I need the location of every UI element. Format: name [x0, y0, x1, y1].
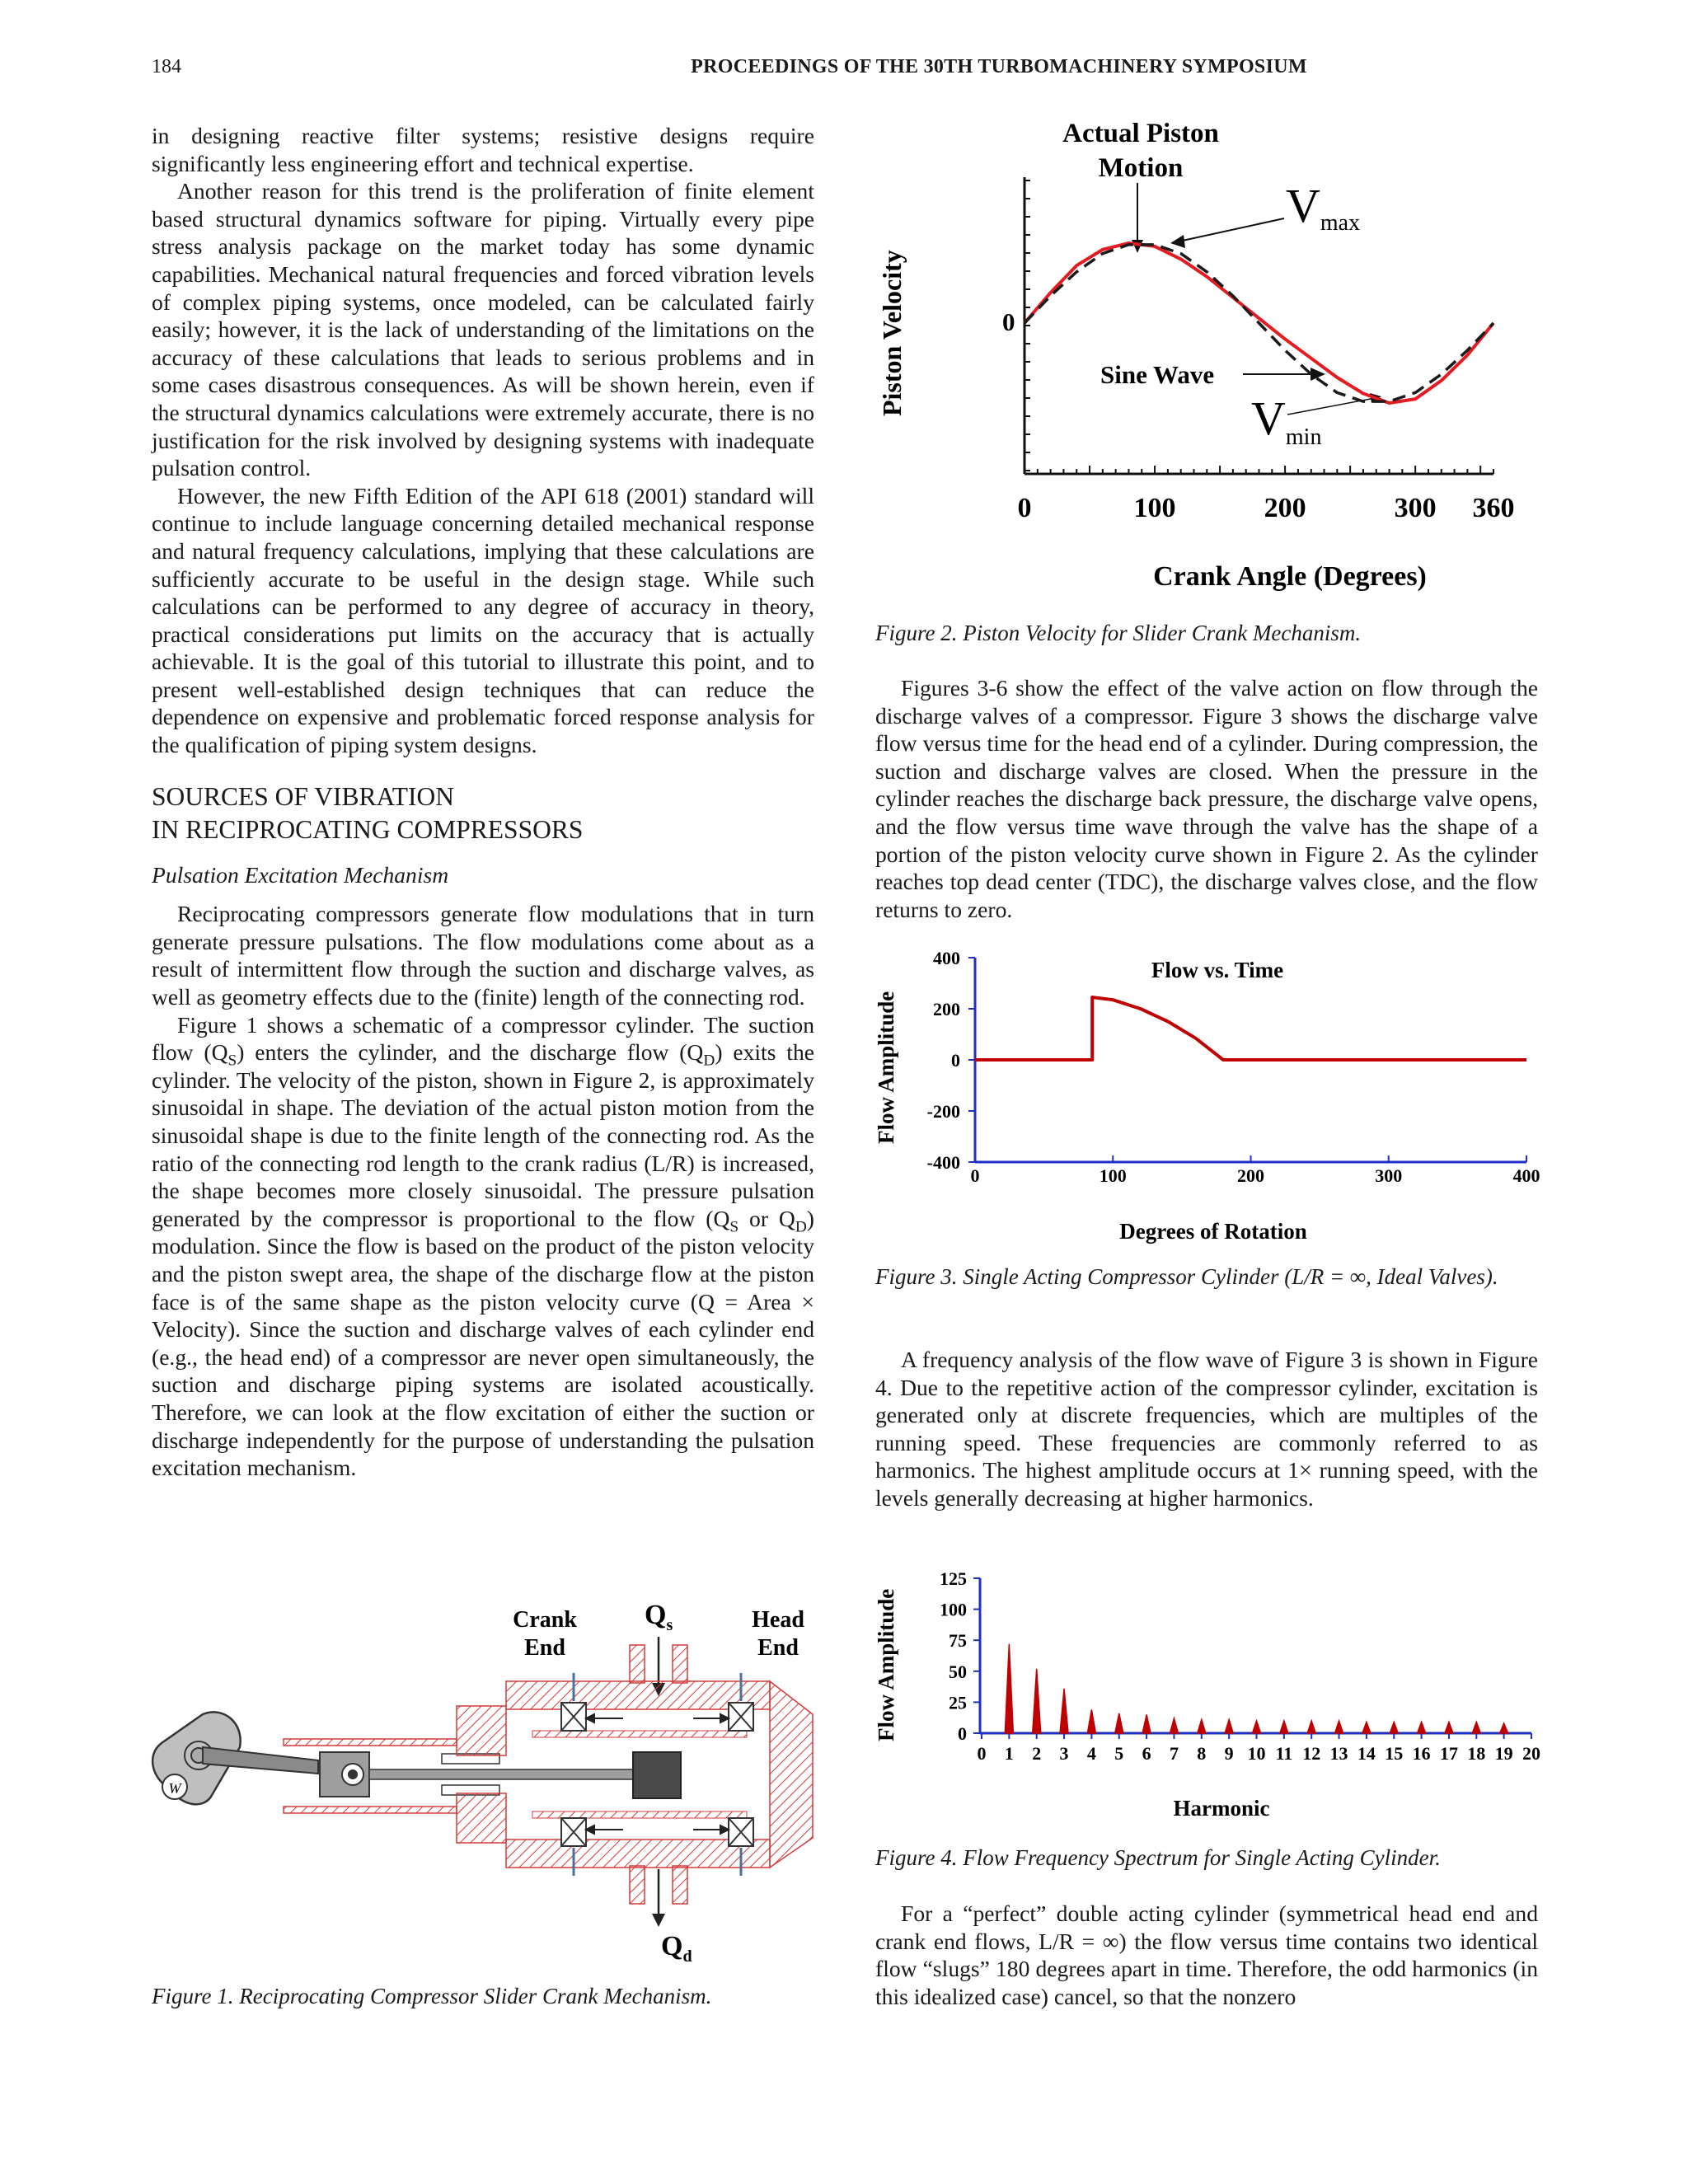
fig4-x-tick-label: 11: [1275, 1743, 1293, 1764]
fig4-harmonic-bar: [1253, 1721, 1261, 1733]
fig4-harmonic-bar: [1170, 1718, 1178, 1733]
running-header: PROCEEDINGS OF THE 30TH TURBOMACHINERY SYMPOSIUM: [691, 56, 1307, 77]
right-column-block-2: [875, 1346, 1538, 1512]
fig2-zero-label: 0: [1002, 307, 1015, 336]
fig4-harmonic-bar: [1418, 1722, 1426, 1733]
paragraph: Another reason for this trend is the proliferation of finite element based structural dynamics software for piping. Virtually every pipe stress analysis package on the market today has some dynamic capabilities. Mechanical natural frequencies and forced vibration levels of complex piping systems, once modeled, can be calculated fairly easily; however, it is the lack of understanding of the limitations on the accuracy of these calculations that leads to serious problems and in some cases disastrous consequences. As will be shown herein, even if the structural dynamics calculations were extremely accurate, there is no justification for the risk involved by designing systems with inadequate pulsation control.: [152, 178, 814, 481]
head-end-label: Head: [752, 1607, 804, 1633]
fig4-x-tick-label: 8: [1197, 1743, 1207, 1764]
fig4-y-tick-label: 25: [949, 1692, 967, 1713]
fig3-x-tick-label: 0: [970, 1165, 980, 1186]
fig2-title-line2: Motion: [1098, 153, 1184, 183]
figure3-caption: Figure 3. Single Acting Compressor Cylinder (L/R = ∞, Ideal Valves).: [875, 1264, 1498, 1289]
fig4-x-tick-label: 15: [1385, 1743, 1404, 1764]
fig4-harmonic-bar: [1307, 1721, 1315, 1733]
fig4-x-tick-label: 7: [1169, 1743, 1179, 1764]
paragraph: Figures 3-6 show the effect of the valve action on flow through the discharge valves of a compressor. Figure 3 shows the discharge valve flow versus time for the head end of a cylinder. During compression, the suction and discharge valves are closed. When the pressure in the cylinder reaches the discharge back pressure, the discharge valve opens, and the flow versus time wave through the valve has the shape of a portion of the piston velocity curve shown in Figure 2. As the cylinder reaches top dead center (TDC), the discharge valves close, and the flow returns to zero.: [875, 675, 1538, 922]
fig4-harmonic-bar: [1390, 1722, 1398, 1733]
fig4-x-tick-label: 2: [1032, 1743, 1042, 1764]
fig4-harmonic-bar: [1060, 1689, 1068, 1733]
fig4-x-tick-label: 6: [1142, 1743, 1151, 1764]
crank-end-label: Crank: [513, 1607, 577, 1633]
fig4-x-tick-label: 10: [1247, 1743, 1266, 1764]
fig4-harmonic-bar: [1033, 1669, 1041, 1733]
paragraph: Figure 1 shows a schematic of a compressor cylinder. The suction flow $(Q_S)$ enters the cylinder, and the discharge flow $(Q_D)$ exits the cylinder. The velocity of the piston, shown in Figure 2, is approximately sinusoidal in shape. The deviation of the actual piston motion from the sinusoidal shape is due to the finite length of the connecting rod. As the ratio of the connecting rod length to the crank radius (L/R) is increased, the shape becomes more closely sinusoidal. The pressure pulsation generated by the compressor is proportional to the flow ($Q_S$ or $Q_D$) modulation. Since the flow is based on the product of the piston velocity and the piston swept area, the shape of the discharge flow at the piston face is of the same shape as the piston velocity curve (Q = Area × Velocity). Since the suction and discharge valves of each cylinder end (e.g., the head end) of a compressor are never open simultaneously, the suction and discharge piping systems are isolated acoustically. Therefore, we can look at the flow excitation of either the suction or discharge independently for the purpose of understanding the pulsation excitation mechanism.: [152, 1011, 814, 1481]
section-heading: SOURCES OF VIBRATION IN RECIPROCATING COMPRESSORS: [152, 781, 584, 844]
fig4-x-tick-label: 16: [1412, 1743, 1431, 1764]
fig4-harmonic-bar: [1087, 1709, 1095, 1733]
fig4-x-tick-label: 19: [1494, 1743, 1513, 1764]
fig3-y-tick-label: 200: [933, 999, 960, 1019]
paragraph: For a “perfect” double acting cylinder (symmetrical head end and crank end flows, L/R = ∞) the flow versus time contains two identical flow “slugs” 180 degrees apart in time. Therefore, the odd harmonics (in this idealized case) cancel, so that the nonzero: [875, 1900, 1538, 2009]
fig2-x-tick-label: 200: [1264, 493, 1306, 523]
fig4-harmonic-bar: [1115, 1713, 1123, 1733]
fig4-harmonic-bar: [1142, 1714, 1151, 1733]
fig4-harmonic-bar: [1280, 1721, 1288, 1733]
paragraph: A frequency analysis of the flow wave of Figure 3 is shown in Figure 4. Due to the repetitive action of the compressor cylinder, excitation is generated only at discrete frequencies, which are multiples of the running speed. These frequencies are commonly referred to as harmonics. The highest amplitude occurs at 1× running speed, with the levels generally decreasing at higher harmonics.: [875, 1347, 1538, 1511]
fig4-harmonic-bar: [1362, 1722, 1371, 1733]
fig4-x-tick-label: 3: [1059, 1743, 1069, 1764]
fig4-x-tick-label: 5: [1114, 1743, 1124, 1764]
fig3-x-tick-label: 400: [1512, 1165, 1540, 1186]
qs-label: $Q_s$: [645, 1600, 673, 1634]
fig3-x-tick-label: 300: [1375, 1165, 1403, 1186]
fig4-x-tick-label: 13: [1329, 1743, 1348, 1764]
fig4-y-tick-label: 0: [958, 1723, 967, 1744]
fig3-ylabel: Flow Amplitude: [874, 991, 898, 1144]
fig4-x-tick-label: 12: [1302, 1743, 1321, 1764]
fig4-harmonic-bar: [1198, 1719, 1206, 1733]
fig4-harmonic-bar: [1445, 1722, 1453, 1733]
fig3-y-tick-label: 0: [951, 1050, 960, 1071]
fig4-harmonic-bar: [1472, 1722, 1480, 1733]
fig2-vmax-label: Vmax: [1286, 179, 1361, 236]
fig4-y-tick-label: 75: [949, 1630, 967, 1652]
fig4-harmonic-bar: [1225, 1719, 1233, 1733]
figure1-caption: Figure 1. Reciprocating Compressor Slider Crank Mechanism.: [152, 1984, 712, 2008]
w-label: W: [168, 1780, 181, 1797]
fig4-x-tick-label: 17: [1439, 1743, 1458, 1764]
fig3-title: Flow vs. Time: [1151, 958, 1284, 982]
fig2-xlabel: Crank Angle (Degrees): [1153, 561, 1427, 592]
right-column-block-3: [875, 1900, 1538, 2010]
fig4-harmonic-bar: [1335, 1721, 1343, 1733]
fig4-x-tick-label: 4: [1086, 1743, 1096, 1764]
fig4-x-tick-label: 9: [1224, 1743, 1234, 1764]
fig2-sine-wave-label: Sine Wave: [1100, 360, 1215, 389]
fig2-title-line1: Actual Piston: [1062, 119, 1219, 148]
fig4-y-tick-label: 100: [940, 1599, 967, 1620]
fig2-x-tick-label: 300: [1394, 493, 1437, 523]
fig2-ylabel: Piston Velocity: [877, 250, 907, 416]
fig4-x-tick-label: 20: [1522, 1743, 1540, 1764]
paragraph: Reciprocating compressors generate flow modulations that in turn generate pressure pulsations. The flow modulations come about as a result of intermittent flow through the suction and discharge valves, as well as geometry effects due to the (finite) length of the connecting rod.: [152, 901, 814, 1010]
fig2-sine-wave-line: [1025, 245, 1493, 401]
figure4-caption: Figure 4. Flow Frequency Spectrum for Single Acting Cylinder.: [875, 1845, 1441, 1870]
paragraph: However, the new Fifth Edition of the API 618 (2001) standard will continue to include language concerning detailed mechanical response and natural frequency calculations, implying that these calculations are sufficiently accurate to be useful in the design stage. While such calculations can be performed to any degree of accuracy in theory, practical considerations put limits on the accuracy that is actually achievable. It is the goal of this tutorial to illustrate this point, and to present well-established design techniques that can reduce the dependence on expensive and problematic forced response analysis for the qualification of piping system designs.: [152, 482, 814, 758]
left-column: [152, 122, 814, 1482]
figure3-chart: [865, 940, 1558, 1253]
fig3-x-tick-label: 100: [1099, 1165, 1127, 1186]
head-end-label-2: End: [757, 1635, 799, 1661]
figure4-chart: [865, 1562, 1558, 1825]
fig3-x-tick-label: 200: [1237, 1165, 1264, 1186]
fig3-y-tick-label: -200: [926, 1101, 960, 1122]
fig3-xlabel: Degrees of Rotation: [1119, 1219, 1307, 1244]
figure2-chart: [865, 111, 1566, 602]
fig4-x-tick-label: 1: [1004, 1743, 1014, 1764]
fig2-x-tick-label: 360: [1472, 493, 1515, 523]
figure1-schematic: [145, 1591, 821, 1978]
fig4-y-tick-label: 125: [940, 1568, 967, 1589]
fig2-x-tick-label: 100: [1133, 493, 1176, 523]
fig4-ylabel: Flow Amplitude: [874, 1588, 898, 1741]
fig3-flow-line: [975, 997, 1526, 1060]
fig4-harmonic-bar: [1500, 1723, 1508, 1733]
fig4-x-tick-label: 18: [1467, 1743, 1486, 1764]
figure2-caption: Figure 2. Piston Velocity for Slider Crank Mechanism.: [875, 621, 1362, 645]
fig2-vmin-label: $V_{min}$: [1251, 391, 1322, 450]
paragraph: in designing reactive filter systems; resistive designs require significantly less engineering effort and technical expertise.: [152, 123, 814, 176]
right-column-block-1: [875, 674, 1538, 923]
fig4-x-tick-label: 0: [977, 1743, 987, 1764]
page-number: 184: [152, 56, 181, 77]
crank-end-label-2: End: [524, 1635, 565, 1661]
fig4-x-tick-label: 14: [1357, 1743, 1376, 1764]
fig4-harmonic-bar: [1005, 1644, 1013, 1733]
qd-label: $Q_d$: [661, 1931, 692, 1966]
fig3-y-tick-label: -400: [926, 1152, 960, 1173]
fig3-y-tick-label: 400: [933, 948, 960, 968]
subsection-heading: Pulsation Excitation Mechanism: [152, 861, 449, 888]
fig4-xlabel: Harmonic: [1173, 1796, 1270, 1821]
fig2-x-tick-label: 0: [1017, 493, 1032, 523]
fig4-y-tick-label: 50: [949, 1661, 967, 1682]
